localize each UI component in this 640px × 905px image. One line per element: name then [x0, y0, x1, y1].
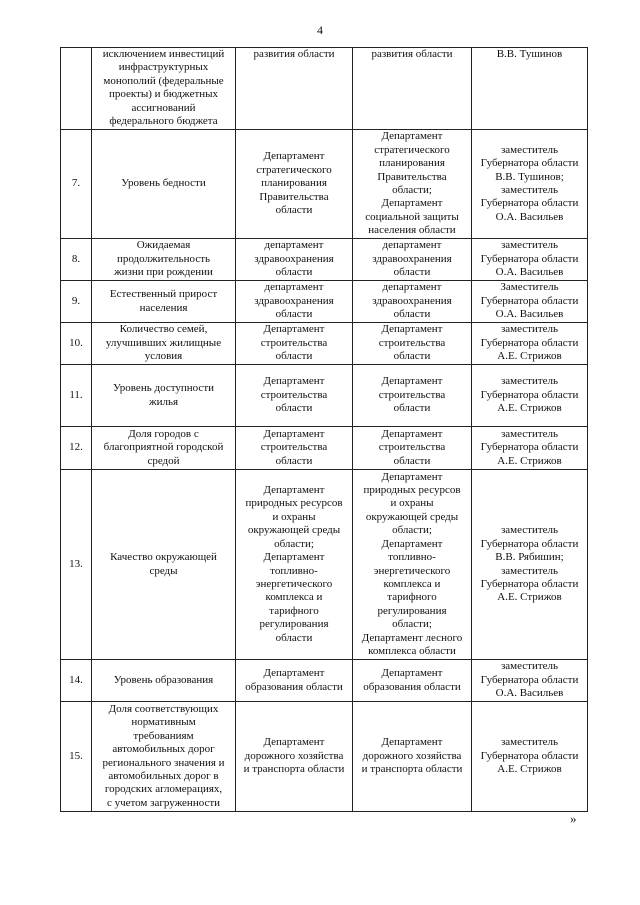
indicator-cell: исключением инвестиций инфраструктурных монополий (федеральные проекты) и бюджетных ассигнований федерального бюджета: [92, 48, 236, 130]
executing-department-cell: департамент здравоохранения области: [353, 239, 472, 281]
executing-department-cell: Департамент строительства области: [353, 427, 472, 470]
table-row: [61, 702, 588, 812]
curator-cell: заместитель Губернатора области О.А. Васильев: [472, 660, 588, 702]
responsible-department-cell: Департамент образования области: [236, 660, 353, 702]
curator-cell: заместитель Губернатора области А.Е. Стрижов: [472, 427, 588, 470]
executing-department-cell: Департамент стратегического планирования Правительства области; Департамент социальной защиты населения области: [353, 130, 472, 239]
responsible-department-cell: Департамент строительства области: [236, 323, 353, 365]
row-number: 14.: [61, 660, 92, 702]
indicator-cell: Качество окружающей среды: [92, 470, 236, 660]
indicator-cell: Ожидаемая продолжительность жизни при рождении: [92, 239, 236, 281]
responsible-department-cell: департамент здравоохранения области: [236, 281, 353, 323]
responsible-department-cell: Департамент строительства области: [236, 365, 353, 427]
table-row: [61, 660, 588, 702]
curator-cell: заместитель Губернатора области А.Е. Стрижов: [472, 702, 588, 812]
curator-cell: заместитель Губернатора области В.В. Тушинов; заместитель Губернатора области О.А. Васильев: [472, 130, 588, 239]
executing-department-cell: Департамент строительства области: [353, 323, 472, 365]
indicator-cell: Естественный прирост населения: [92, 281, 236, 323]
executing-department-cell: Департамент образования области: [353, 660, 472, 702]
curator-cell: заместитель Губернатора области А.Е. Стрижов: [472, 365, 588, 427]
table-row: [61, 427, 588, 470]
row-number: [61, 48, 92, 130]
indicator-cell: Уровень доступности жилья: [92, 365, 236, 427]
table-row: [61, 48, 588, 130]
curator-cell: заместитель Губернатора области О.А. Васильев: [472, 239, 588, 281]
indicator-cell: Уровень образования: [92, 660, 236, 702]
indicator-cell: Доля городов с благоприятной городской средой: [92, 427, 236, 470]
row-number: 9.: [61, 281, 92, 323]
indicator-cell: Доля соответствующих нормативным требованиям автомобильных дорог регионального значения и автомобильных дорог в городских агломерациях, с учетом загруженности: [92, 702, 236, 812]
row-number: 7.: [61, 130, 92, 239]
row-number: 11.: [61, 365, 92, 427]
row-number: 8.: [61, 239, 92, 281]
responsible-department-cell: Департамент дорожного хозяйства и транспорта области: [236, 702, 353, 812]
row-number: 13.: [61, 470, 92, 660]
responsible-department-cell: департамент здравоохранения области: [236, 239, 353, 281]
table-row: [61, 365, 588, 427]
curator-cell: В.В. Тушинов: [472, 48, 588, 130]
row-number: 15.: [61, 702, 92, 812]
executing-department-cell: развития области: [353, 48, 472, 130]
row-number: 10.: [61, 323, 92, 365]
table-row: [61, 239, 588, 281]
table-row: [61, 470, 588, 660]
executing-department-cell: департамент здравоохранения области: [353, 281, 472, 323]
row-number: 12.: [61, 427, 92, 470]
executing-department-cell: Департамент строительства области: [353, 365, 472, 427]
responsible-department-cell: Департамент природных ресурсов и охраны окружающей среды области; Департамент топливно- энергетического комплекса и тарифного регулирования области: [236, 470, 353, 660]
executing-department-cell: Департамент природных ресурсов и охраны окружающей среды области; Департамент топливно- энергетического комплекса и тарифного регулирования области; Департамент лесного комплекса области: [353, 470, 472, 660]
indicator-cell: Количество семей, улучшивших жилищные условия: [92, 323, 236, 365]
page-number: 4: [317, 23, 323, 37]
indicator-cell: Уровень бедности: [92, 130, 236, 239]
responsible-department-cell: Департамент стратегического планирования Правительства области: [236, 130, 353, 239]
curator-cell: заместитель Губернатора области В.В. Рябишин; заместитель Губернатора области А.Е. Стрижов: [472, 470, 588, 660]
curator-cell: Заместитель Губернатора области О.А. Васильев: [472, 281, 588, 323]
executing-department-cell: Департамент дорожного хозяйства и транспорта области: [353, 702, 472, 812]
responsible-department-cell: развития области: [236, 48, 353, 130]
responsible-department-cell: Департамент строительства области: [236, 427, 353, 470]
closing-quote: »: [570, 811, 577, 826]
curator-cell: заместитель Губернатора области А.Е. Стрижов: [472, 323, 588, 365]
table-row: [61, 323, 588, 365]
responsibility-table: [60, 47, 588, 812]
table-row: [61, 281, 588, 323]
table-row: [61, 130, 588, 239]
